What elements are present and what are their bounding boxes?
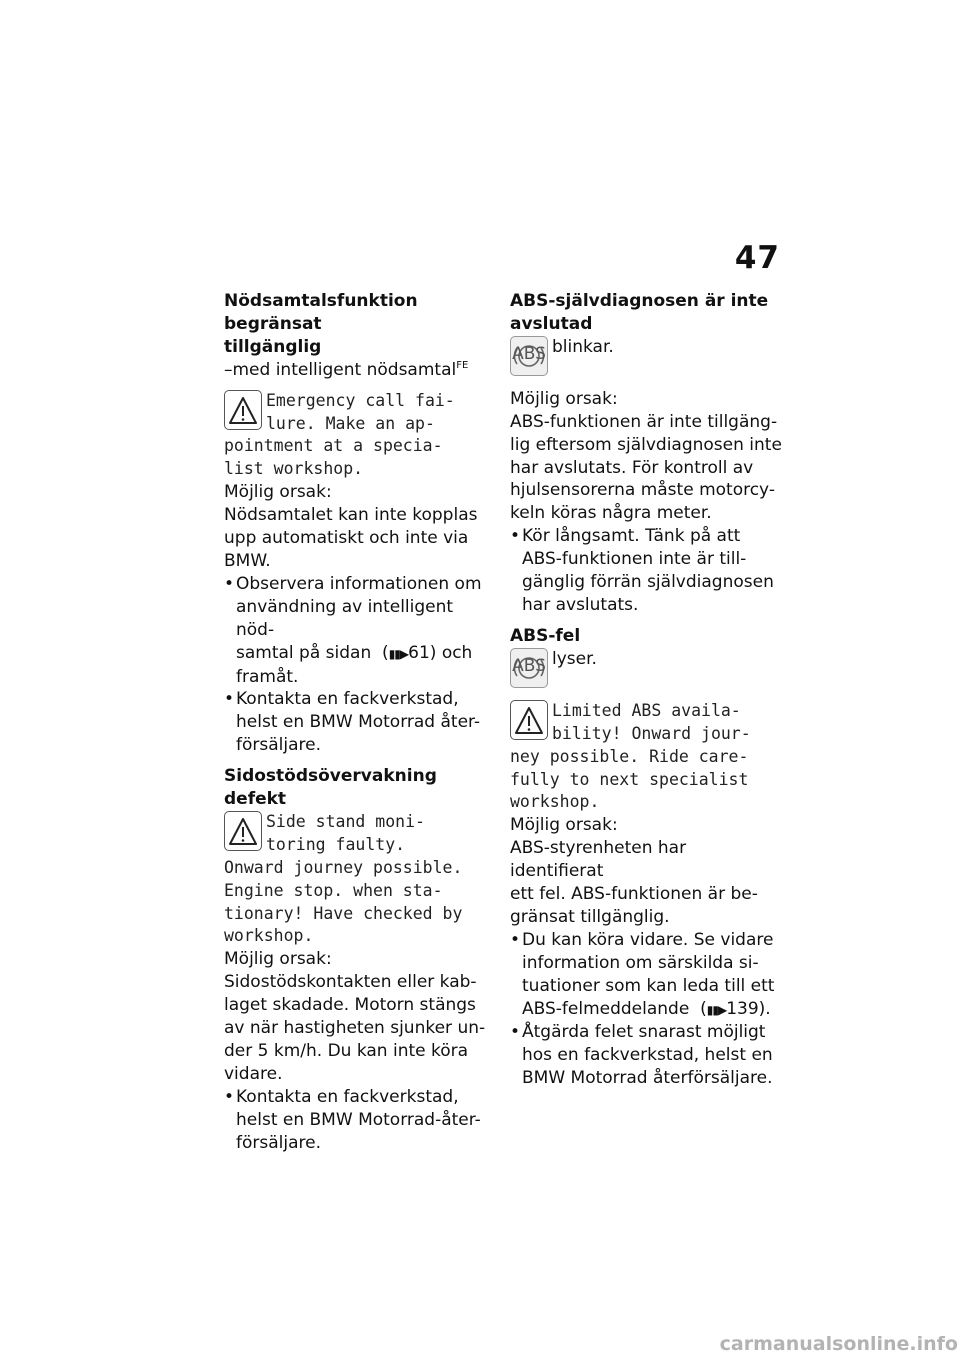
abs-warning-icon [510,648,548,688]
cause-line: ett fel. ABS-funktionen är be- [510,884,758,905]
indicator-status-text: blinkar. [552,336,614,357]
page-number: 47 [734,240,780,276]
warning-message [510,700,782,815]
cause-line: gränsat tillgänglig. [510,906,670,927]
bullet-line: Du kan köra vidare. Se vidare [522,929,774,950]
section-title-emergency-call [224,290,492,359]
bullet-line: tuationer som kan leda till ett [522,975,775,996]
title-line: ABS-självdiagnosen är inte [510,291,769,311]
cause-line: ABS-styrenheten har identifierat [510,838,687,882]
title-line: Nödsamtalsfunktion begränsat [224,291,418,334]
message-line: bility! Onward jour- [552,723,751,743]
cause-label: Möjlig orsak: [510,815,618,836]
bullet-line: ABS-felmeddelande [522,998,690,1019]
bullet-line: . [765,998,771,1019]
subtitle-superscript: FE [456,359,469,371]
message-line: workshop. [224,926,314,946]
cause-line: Sidostödskontakten eller kab- [224,972,477,993]
warning-triangle-icon [510,700,548,740]
bullet-line: försäljare. [236,735,321,756]
bullet-line: framåt. [236,666,299,687]
page-reference-link[interactable]: 61 [408,642,430,663]
section-title-abs-selfdiagnosis [510,290,782,336]
cause-line: BMW. [224,550,271,571]
spacer [510,380,782,388]
cause-text [510,837,782,929]
bullet-line: helst en BMW Motorrad åter- [236,712,481,733]
message-line: Side stand moni- [266,811,425,831]
section-title-abs-error: ABS-fel [510,625,581,646]
message-line: Emergency call fai- [266,390,455,410]
bullet-line: försäljare. [236,1132,321,1153]
abs-warning-icon [510,336,548,376]
bullet-item [224,688,492,757]
bullet-line: användning av intelligent nöd- [236,596,454,640]
cause-line: ABS-funktionen är inte tillgäng- [510,411,778,432]
warning-triangle-icon [224,811,262,851]
warning-message [224,811,492,948]
left-column [224,290,492,1155]
cause-line: har avslutats. För kontroll av [510,457,754,478]
bullet-line: Observera informationen om [236,573,482,594]
cause-text [510,411,782,526]
cause-label: Möjlig orsak: [224,482,332,503]
bullet-dot: • [224,573,235,594]
title-line: avslutad [510,313,593,334]
abs-icon-text: ABS [512,655,546,676]
message-line: lure. Make an ap- [266,413,435,433]
bullet-item: • Observera informationen om användning av intelligent nöd- samtal på sidan (▮▮▶61) och framåt. [224,573,482,687]
cause-line: laget skadade. Motorn stängs [224,995,476,1016]
bullet-line: Kör långsamt. Tänk på att [522,526,741,547]
bullet-item [510,1021,782,1090]
bullet-dot: • [510,1022,521,1043]
section-title-side-stand: Sidostödsövervakning defekt [224,766,437,810]
bullet-line: har avslutats. [522,594,639,615]
indicator-status [510,336,782,364]
page-reference-arrow-icon: ▮▮▶ [388,646,409,661]
watermark: carmanualsonline.info [719,1333,958,1355]
abs-icon-text: ABS [512,343,546,364]
bullet-dot: • [510,929,521,950]
bullet-line: Kontakta en fackverkstad, [236,689,459,710]
right-column [510,290,782,1090]
indicator-status-text: lyser. [552,648,597,669]
warning-message [224,390,492,482]
bullet-dot: • [224,1086,235,1107]
subtitle-text: –med intelligent nödsamtal [224,359,457,380]
cause-text [224,504,492,573]
cause-line: Nödsamtalet kan inte kopplas [224,505,478,526]
bullet-line: samtal på sidan [236,642,372,663]
bullet-item [224,1086,492,1155]
bullet-line: helst en BMW Motorrad-åter- [236,1109,481,1130]
message-line: workshop. [510,792,600,812]
cause-label: Möjlig orsak: [510,388,618,409]
cause-line: der 5 km/h. Du kan inte köra [224,1041,469,1061]
bullet-dot: • [224,689,235,710]
spacer [510,692,782,700]
message-line: toring faulty. [266,834,406,854]
spacer [224,757,492,765]
bullet-line: Åtgärda felet snarast möjligt [522,1022,766,1043]
message-line: tionary! Have checked by [224,903,463,923]
bullet-line: information om särskilda si- [522,952,759,973]
message-line: list workshop. [224,459,364,479]
message-line: Engine stop. when sta- [224,880,443,900]
cause-line: upp automatiskt och inte via [224,528,469,549]
bullet-item [510,525,782,617]
bullet-dot: • [510,526,521,547]
bullet-line: och [441,642,473,663]
cause-line: vidare. [224,1063,283,1084]
indicator-status [510,648,782,676]
message-line: fully to next specialist [510,769,749,789]
cause-line: lig eftersom självdiagnosen inte [510,434,782,455]
bullet-line: hos en fackverkstad, helst en [522,1045,773,1066]
spacer [510,617,782,625]
cause-line: av när hastigheten sjunker un- [224,1018,486,1039]
bullet-line: ABS-funktionen inte är till- [522,549,747,570]
cause-line: keln köras några meter. [510,503,712,524]
section-subtitle [224,359,492,382]
message-line: pointment at a specia- [224,436,443,456]
spacer [224,382,492,390]
message-line: Onward journey possible. [224,857,463,877]
cause-text [224,971,492,1086]
title-line: tillgänglig [224,336,322,357]
cause-label: Möjlig orsak: [224,949,332,970]
cause-line: hjulsensorerna måste motorcy- [510,480,775,501]
message-line: ney possible. Ride care- [510,746,749,766]
bullet-line: gänglig förrän självdiagnosen [522,572,774,593]
message-line: Limited ABS availa- [552,700,741,720]
page-reference-arrow-icon: ▮▮▶ [706,1002,727,1017]
bullet-line: Kontakta en fackverkstad, [236,1086,459,1107]
bullet-line: BMW Motorrad återförsäljare. [522,1068,773,1089]
bullet-item: • Du kan köra vidare. Se vidare information om särskilda si- tuationer som kan leda till ett ABS-felmeddelande (▮▮▶139). [510,929,775,1019]
warning-triangle-icon [224,390,262,430]
page-reference-link[interactable]: 139 [726,998,759,1019]
